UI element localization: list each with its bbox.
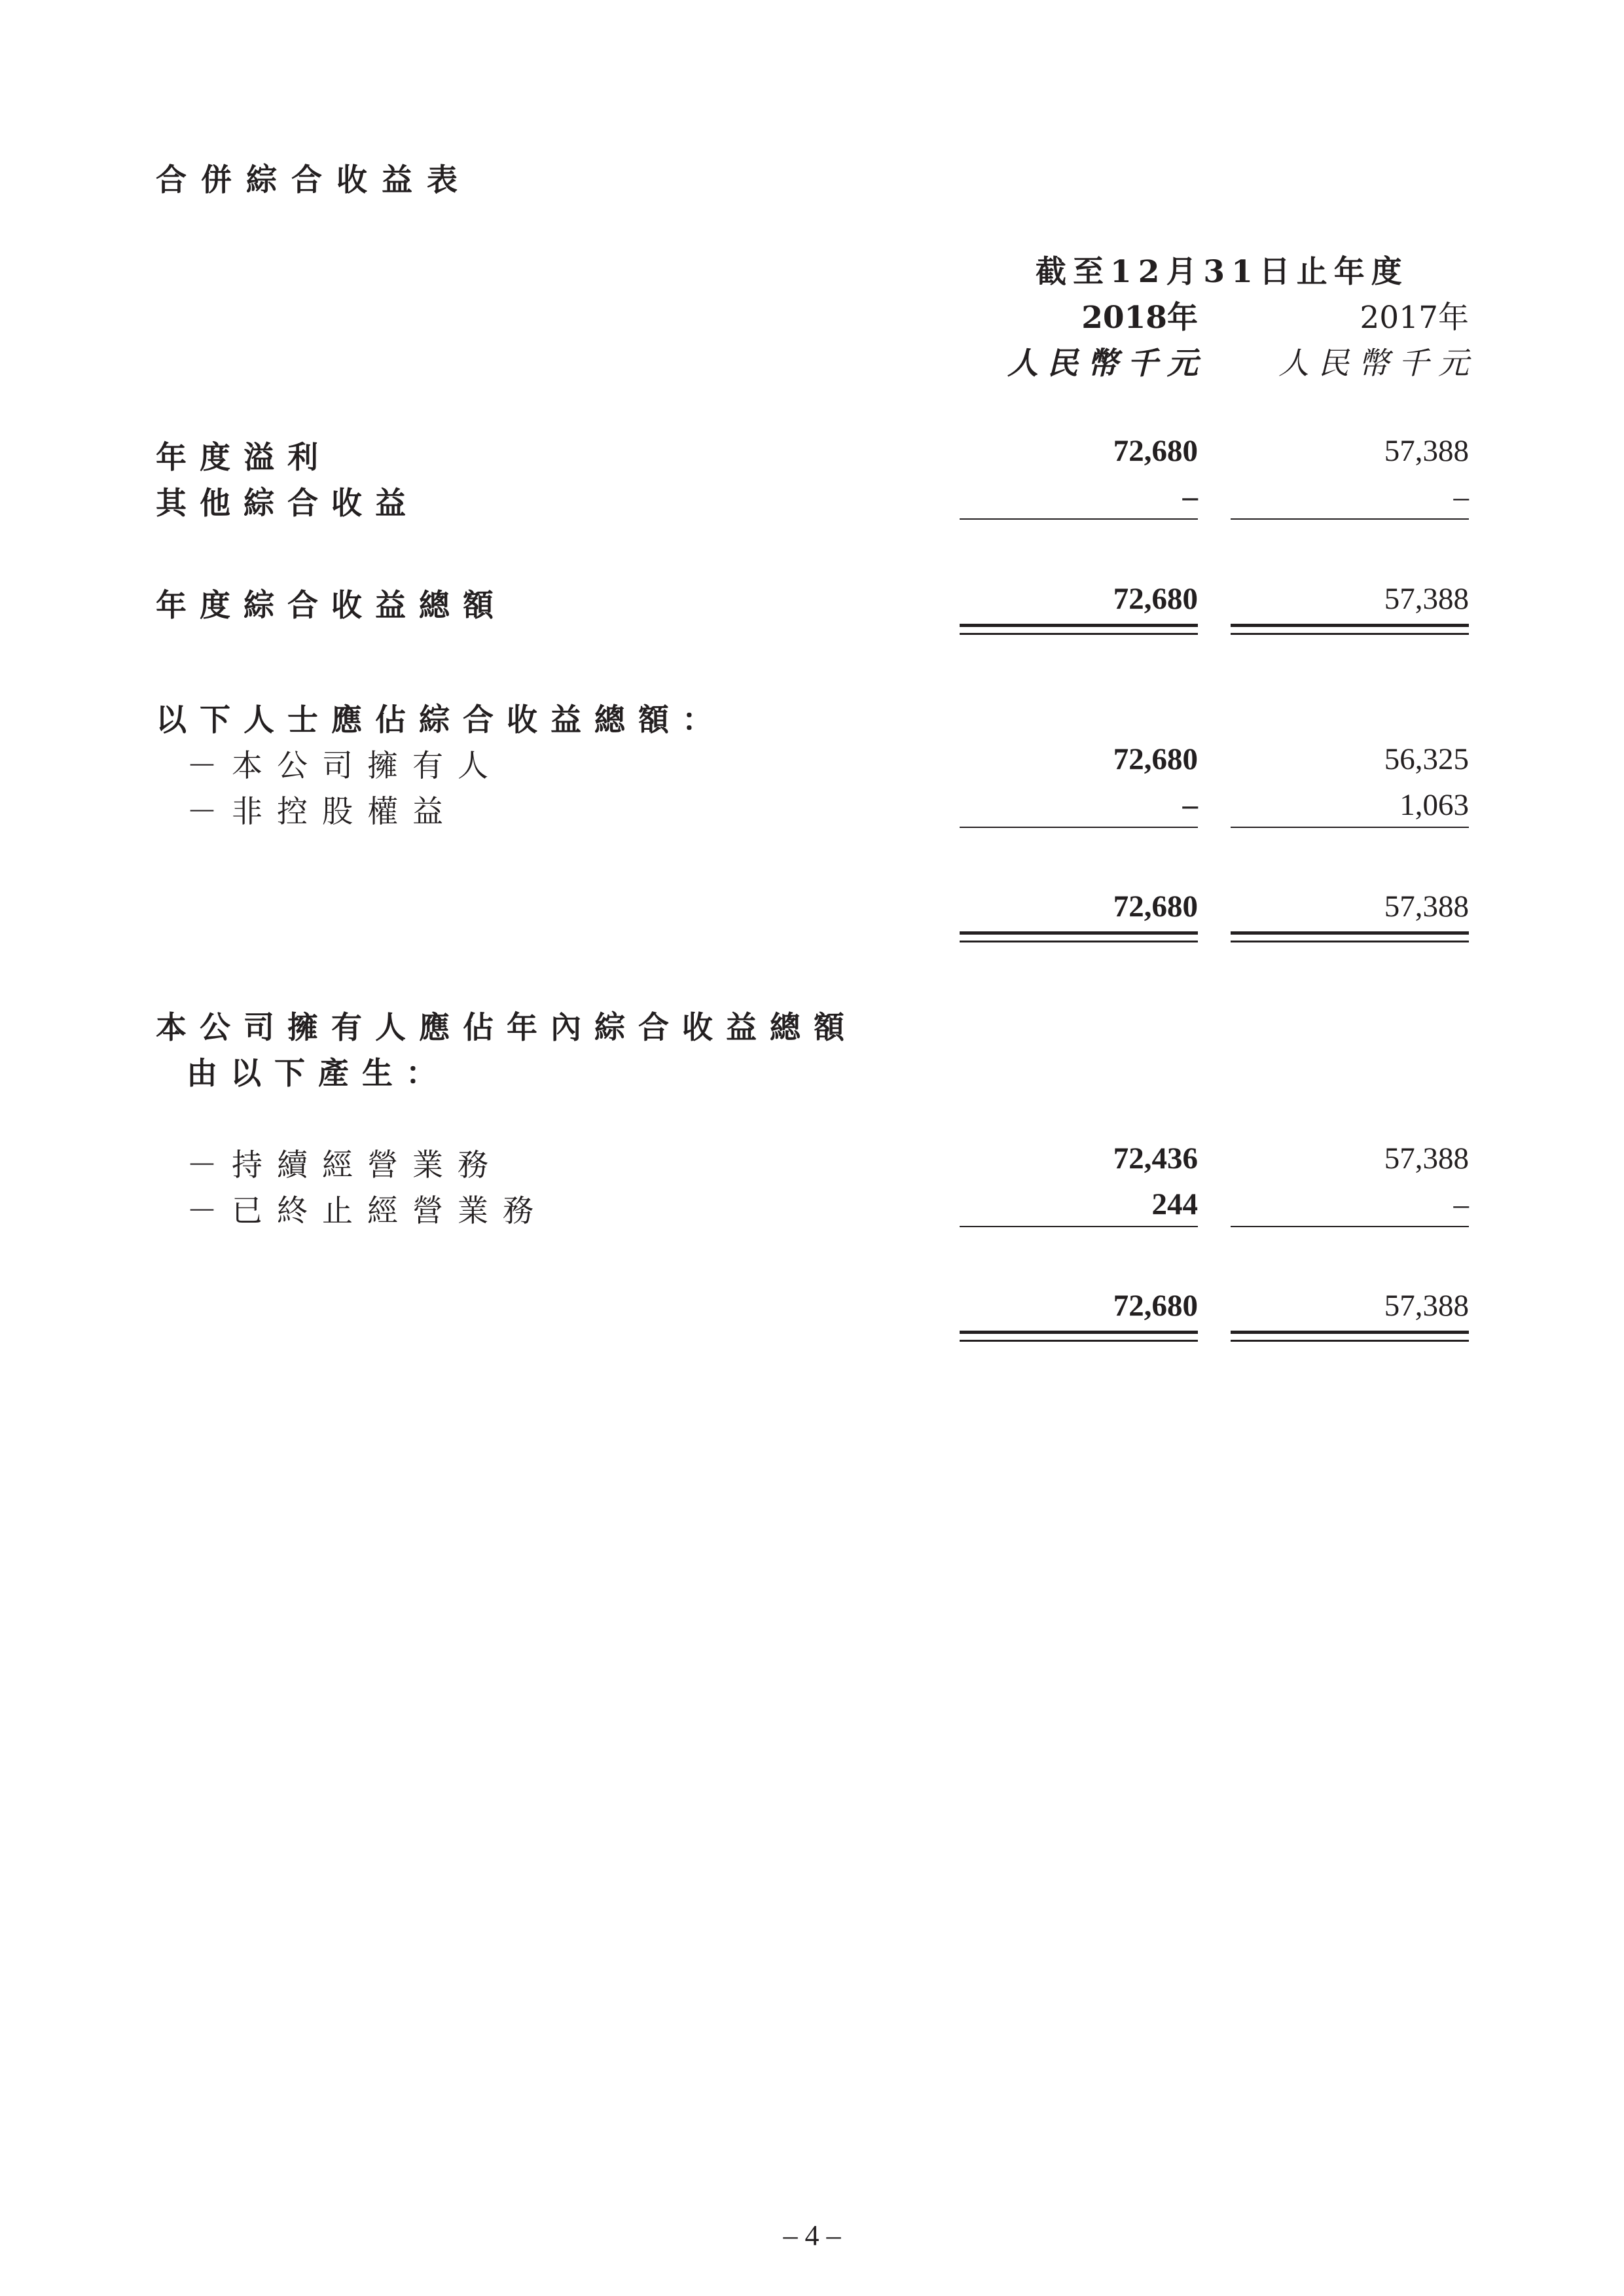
continuing-current: 72,436 [1113,1141,1198,1175]
total-double-rule-current [960,624,1198,635]
discontinued-current: 244 [1151,1187,1198,1221]
subtotal-rule-prior [1231,827,1469,828]
nci-current: – [1182,788,1198,822]
total-ci-current: 72,680 [1113,582,1198,616]
continuing-label: －持續經營業務 [187,1147,503,1183]
period-header: 截至12月31日止年度 [1036,254,1409,290]
year-current-header: 2018年 [1081,300,1198,336]
page-number: – 4 – [783,2219,841,2251]
subtotal-rule-current [960,1226,1198,1227]
subtotal-rule-prior [1231,518,1469,520]
owners-current: 72,680 [1113,742,1198,776]
total-double-rule-prior [1231,931,1469,942]
profit-label: 年度溢利 [156,440,331,476]
owners-operations-heading: 本公司擁有人應佔年內綜合收益總額 [156,1010,857,1046]
continuing-prior: 57,388 [1384,1141,1469,1175]
nci-prior: 1,063 [1399,788,1469,822]
owners-label: －本公司擁有人 [187,748,503,784]
subtotal-rule-current [960,827,1198,828]
subtotal-rule-prior [1231,1226,1469,1227]
unit-prior-header: 人民幣千元 [1278,346,1478,382]
attributable-total-current: 72,680 [1113,889,1198,924]
profit-prior: 57,388 [1384,434,1469,468]
total-double-rule-prior [1231,624,1469,635]
oci-label: 其他綜合收益 [156,486,419,522]
operations-total-prior: 57,388 [1384,1289,1469,1323]
oci-prior: – [1453,480,1469,514]
owners-prior: 56,325 [1384,742,1469,776]
attributable-heading: 以下人士應佔綜合收益總額： [156,702,726,738]
attributable-total-prior: 57,388 [1384,889,1469,924]
total-double-rule-current [960,931,1198,942]
total-ci-label: 年度綜合收益總額 [156,588,507,624]
discontinued-label: －已終止經營業務 [187,1193,548,1229]
oci-current: – [1182,480,1198,514]
total-double-rule-prior [1231,1331,1469,1342]
total-double-rule-current [960,1331,1198,1342]
profit-current: 72,680 [1113,434,1198,468]
total-ci-prior: 57,388 [1384,582,1469,616]
discontinued-prior: – [1453,1187,1469,1221]
owners-operations-subheading: 由以下產生： [187,1056,450,1092]
unit-current-header: 人民幣千元 [1007,346,1207,382]
statement-title: 合併綜合收益表 [156,162,472,198]
nci-label: －非控股權益 [187,794,458,830]
subtotal-rule-current [960,518,1198,520]
operations-total-current: 72,680 [1113,1289,1198,1323]
year-prior-header: 2017年 [1360,300,1469,336]
